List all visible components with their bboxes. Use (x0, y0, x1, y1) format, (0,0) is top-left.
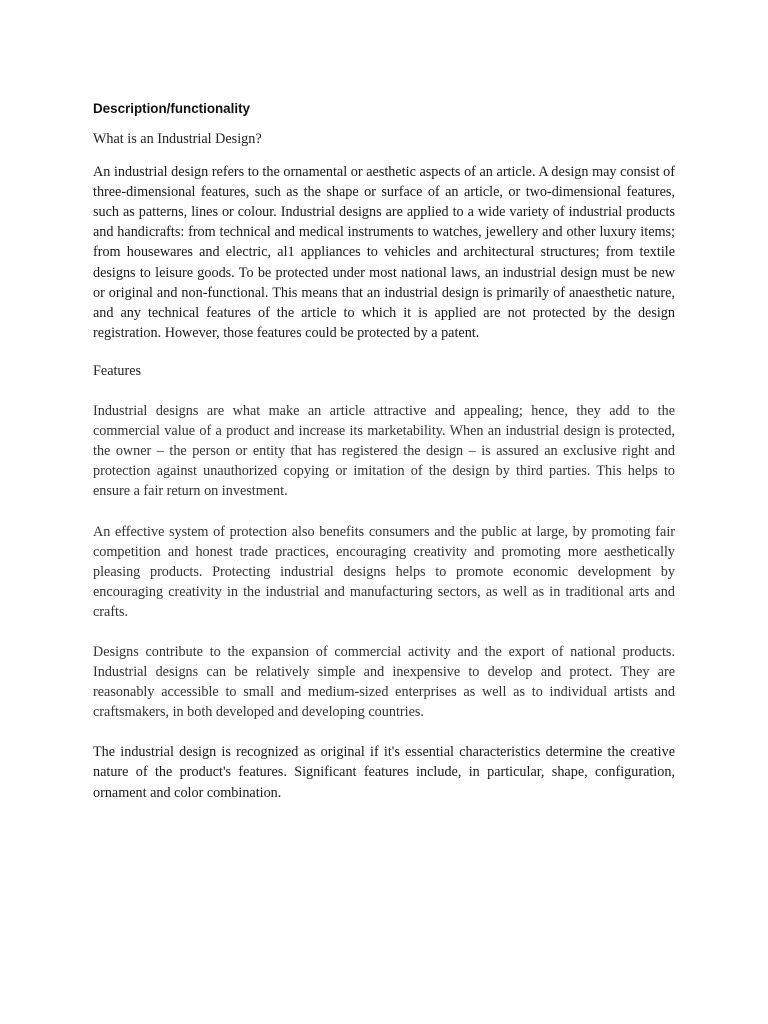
features-paragraph-3: Designs contribute to the expansion of commercial activity and the export of national products. Industrial designs can be relatively simple and inexpensive to develop and protect. They are reasonably accessible to small and medium-sized enterprises as well as to individual artists and craftsmakers, in both developed and developing countries. (93, 643, 675, 721)
document-page (93, 100, 675, 803)
features-paragraph-2: An effective system of protection also benefits consumers and the public at large, by promoting fair competition and honest trade practices, encouraging creativity and promoting more aesthetically pleasing products. Protecting industrial designs helps to promote economic development by encouraging creativity in the industrial and manufacturing sectors, as well as in traditional arts and crafts. (93, 523, 675, 620)
features-heading: Features (93, 362, 142, 379)
question-heading: What is an Industrial Design? (93, 131, 262, 147)
features-paragraph-4: The industrial design is recognized as original if it's essential characteristics determine the creative nature of the product's features. Significant features include, in particular, shape, configuration, ornament and color combination. (93, 744, 675, 801)
intro-paragraph: An industrial design refers to the ornamental or aesthetic aspects of an article. A design may consist of three-dimensional features, such as the shape or surface of an article, or two-dimensional features, such as patterns, lines or colour. Industrial designs are applied to a wide variety of industrial products and handicrafts: from technical and medical instruments to watches, jewellery and other luxury items; from housewares and electric, al1 appliances to vehicles and architectural structures; from textile designs to leisure goods. To be protected under most national laws, an industrial design must be new or original and non-functional. This means that an industrial design is primarily of anaesthetic nature, and any technical features of the article to which it is applied are not protected by the design registration. However, those features could be protected by a patent. (93, 164, 675, 341)
section-heading: Description/functionality (93, 101, 250, 116)
features-paragraph-1: Industrial designs are what make an article attractive and appealing; hence, they add to the commercial value of a product and increase its marketability. When an industrial design is protected, the owner – the person or entity that has registered the design – is assured an exclusive right and protection against unauthorized copying or imitation of the design by third parties. This helps to ensure a fair return on investment. (93, 403, 675, 500)
